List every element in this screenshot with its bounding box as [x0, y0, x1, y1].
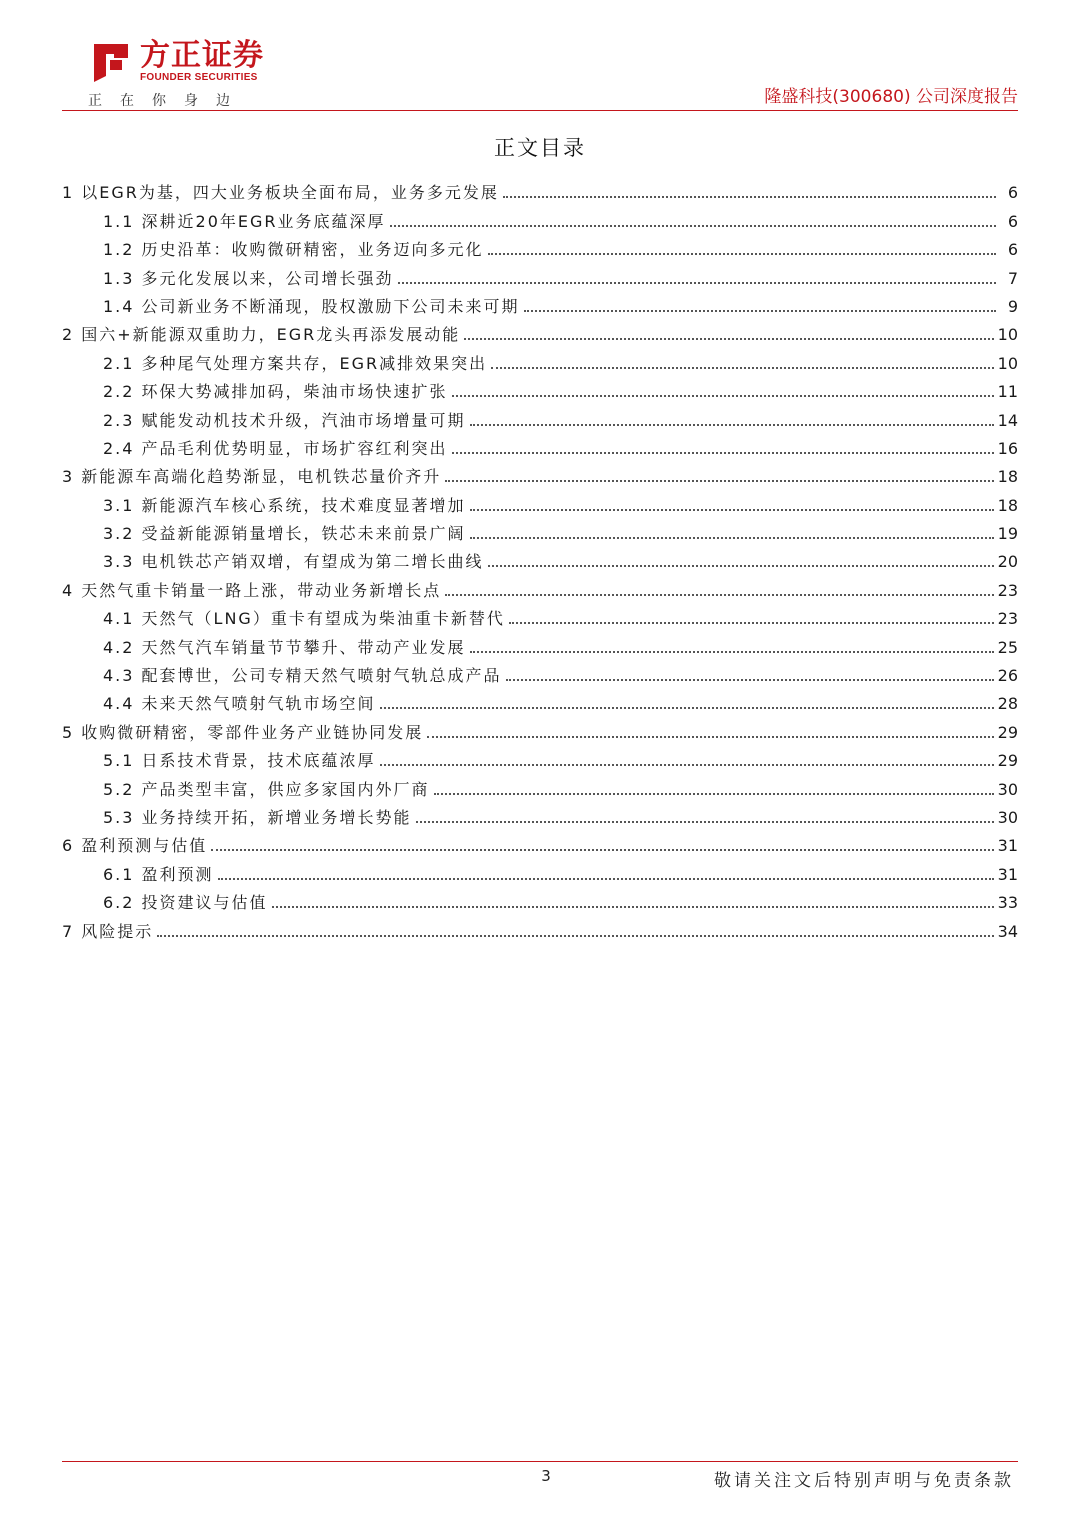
toc-entry-page: 20 — [997, 552, 1018, 572]
toc-entry-page: 10 — [997, 325, 1018, 345]
dot-leader — [218, 878, 994, 880]
toc-entry-page: 30 — [997, 779, 1018, 799]
toc-entry-text: 4.1 天然气（LNG）重卡有望成为柴油重卡新替代 — [103, 609, 505, 629]
dot-leader — [506, 679, 994, 681]
toc-entry-6-2[interactable] — [62, 886, 1018, 914]
toc-entry-3-1[interactable] — [62, 488, 1018, 516]
toc-entry-text: 1.3 多元化发展以来，公司增长强劲 — [103, 268, 394, 288]
toc-entry-text: 5 收购微研精密，零部件业务产业链协同发展 — [62, 722, 424, 742]
toc-entry-page: 33 — [997, 893, 1018, 913]
toc-entry-text: 1 以EGR为基，四大业务板块全面布局，业务多元发展 — [62, 183, 499, 203]
toc-entry-4-1[interactable] — [62, 602, 1018, 630]
toc-entry-page: 14 — [997, 410, 1018, 430]
toc-entry-page: 7 — [1007, 268, 1018, 288]
toc-entry-page: 29 — [997, 722, 1018, 742]
toc-entry-page: 16 — [997, 438, 1018, 458]
table-of-contents — [62, 176, 1018, 943]
logo-chinese-name: 方正证券 — [140, 38, 264, 73]
footer-divider — [62, 1461, 1018, 1462]
dot-leader — [470, 537, 994, 539]
page-header — [62, 30, 1018, 110]
toc-entry-3-3[interactable] — [62, 545, 1018, 573]
dot-leader — [524, 310, 996, 312]
toc-entry-page: 23 — [997, 609, 1018, 629]
logo-english-name: FOUNDER SECURITIES — [140, 72, 258, 83]
disclaimer-link[interactable]: 敬请关注文后特别声明与免责条款 — [714, 1471, 1014, 1491]
toc-entry-text: 3.1 新能源汽车核心系统，技术难度显著增加 — [103, 495, 466, 515]
toc-entry-text: 7 风险提示 — [62, 921, 154, 941]
dot-leader — [488, 565, 994, 567]
toc-entry-5[interactable] — [62, 715, 1018, 743]
toc-entry-text: 1.4 公司新业务不断涌现，股权激励下公司未来可期 — [103, 296, 520, 316]
toc-entry-text: 6.1 盈利预测 — [103, 864, 214, 884]
toc-entry-3-2[interactable] — [62, 517, 1018, 545]
toc-entry-6[interactable] — [62, 829, 1018, 857]
dot-leader — [452, 395, 994, 397]
toc-entry-text: 2.1 多种尾气处理方案共存，EGR减排效果突出 — [103, 353, 488, 373]
slogan: 正在你身边 — [88, 93, 248, 109]
dot-leader — [434, 793, 994, 795]
toc-title: 正文目录 — [494, 136, 586, 160]
dot-leader — [464, 338, 993, 340]
dot-leader — [445, 480, 993, 482]
toc-entry-2-3[interactable] — [62, 403, 1018, 431]
toc-entry-page: 28 — [997, 694, 1018, 714]
dot-leader — [491, 367, 993, 369]
report-title: 隆盛科技(300680) 公司深度报告 — [764, 87, 1018, 107]
toc-entry-1[interactable] — [62, 176, 1018, 204]
toc-entry-6-1[interactable] — [62, 857, 1018, 885]
toc-entry-page: 30 — [997, 807, 1018, 827]
toc-entry-4[interactable] — [62, 573, 1018, 601]
toc-entry-5-3[interactable] — [62, 801, 1018, 829]
toc-entry-page: 6 — [1007, 211, 1018, 231]
toc-entry-page: 9 — [1007, 296, 1018, 316]
toc-entry-text: 4 天然气重卡销量一路上涨，带动业务新增长点 — [62, 580, 442, 600]
toc-entry-2-2[interactable] — [62, 375, 1018, 403]
toc-entry-text: 3.2 受益新能源销量增长，铁芯未来前景广阔 — [103, 524, 466, 544]
toc-entry-text: 1.1 深耕近20年EGR业务底蕴深厚 — [103, 211, 386, 231]
dot-leader — [416, 821, 994, 823]
dot-leader — [398, 282, 996, 284]
dot-leader — [211, 849, 993, 851]
dot-leader — [503, 196, 996, 198]
dot-leader — [470, 651, 994, 653]
toc-entry-page: 23 — [997, 580, 1018, 600]
toc-entry-2-1[interactable] — [62, 346, 1018, 374]
dot-leader — [445, 594, 993, 596]
toc-entry-text: 5.3 业务持续开拓，新增业务增长势能 — [103, 807, 412, 827]
toc-entry-page: 34 — [997, 921, 1018, 941]
toc-entry-7[interactable] — [62, 914, 1018, 942]
toc-entry-text: 2.2 环保大势减排加码，柴油市场快速扩张 — [103, 382, 448, 402]
dot-leader — [380, 707, 994, 709]
dot-leader — [157, 935, 993, 937]
header-divider — [62, 110, 1018, 111]
toc-entry-page: 25 — [997, 637, 1018, 657]
toc-entry-page: 19 — [997, 524, 1018, 544]
toc-entry-page: 18 — [997, 467, 1018, 487]
toc-entry-text: 5.2 产品类型丰富，供应多家国内外厂商 — [103, 779, 430, 799]
dot-leader — [390, 225, 996, 227]
toc-entry-text: 3 新能源车高端化趋势渐显，电机铁芯量价齐升 — [62, 467, 442, 487]
toc-entry-4-2[interactable] — [62, 630, 1018, 658]
toc-entry-text: 2.4 产品毛利优势明显，市场扩容红利突出 — [103, 438, 448, 458]
toc-entry-1-3[interactable] — [62, 261, 1018, 289]
toc-entry-1-4[interactable] — [62, 290, 1018, 318]
toc-entry-text: 5.1 日系技术背景，技术底蕴浓厚 — [103, 751, 376, 771]
dot-leader — [427, 736, 993, 738]
toc-entry-text: 2.3 赋能发动机技术升级，汽油市场增量可期 — [103, 410, 466, 430]
dot-leader — [470, 509, 994, 511]
toc-entry-page: 6 — [1007, 183, 1018, 203]
toc-entry-2[interactable] — [62, 318, 1018, 346]
toc-entry-3[interactable] — [62, 460, 1018, 488]
toc-entry-page: 26 — [997, 666, 1018, 686]
toc-entry-page: 10 — [997, 353, 1018, 373]
toc-entry-5-1[interactable] — [62, 744, 1018, 772]
dot-leader — [509, 622, 994, 624]
toc-entry-2-4[interactable] — [62, 432, 1018, 460]
dot-leader — [380, 764, 994, 766]
toc-entry-text: 2 国六+新能源双重助力，EGR龙头再添发展动能 — [62, 325, 461, 345]
toc-entry-text: 6 盈利预测与估值 — [62, 836, 208, 856]
toc-entry-5-2[interactable] — [62, 772, 1018, 800]
founder-logo-icon — [88, 40, 132, 84]
dot-leader — [452, 452, 994, 454]
toc-entry-text: 6.2 投资建议与估值 — [103, 893, 268, 913]
toc-entry-text: 4.2 天然气汽车销量节节攀升、带动产业发展 — [103, 637, 466, 657]
toc-entry-text: 4.4 未来天然气喷射气轨市场空间 — [103, 694, 376, 714]
page-number: 3 — [541, 1467, 551, 1485]
toc-entry-page: 18 — [997, 495, 1018, 515]
toc-entry-text: 3.3 电机铁芯产销双增，有望成为第二增长曲线 — [103, 552, 484, 572]
dot-leader — [272, 906, 994, 908]
toc-entry-4-4[interactable] — [62, 687, 1018, 715]
toc-entry-page: 31 — [997, 836, 1018, 856]
toc-entry-text: 4.3 配套博世，公司专精天然气喷射气轨总成产品 — [103, 666, 502, 686]
toc-entry-page: 29 — [997, 751, 1018, 771]
toc-entry-4-3[interactable] — [62, 659, 1018, 687]
toc-entry-text: 1.2 历史沿革：收购微研精密，业务迈向多元化 — [103, 240, 484, 260]
toc-entry-page: 11 — [997, 382, 1018, 402]
toc-entry-page: 6 — [1007, 240, 1018, 260]
toc-entry-page: 31 — [997, 864, 1018, 884]
dot-leader — [488, 253, 996, 255]
toc-entry-1-1[interactable] — [62, 204, 1018, 232]
dot-leader — [470, 424, 994, 426]
toc-entry-1-2[interactable] — [62, 233, 1018, 261]
